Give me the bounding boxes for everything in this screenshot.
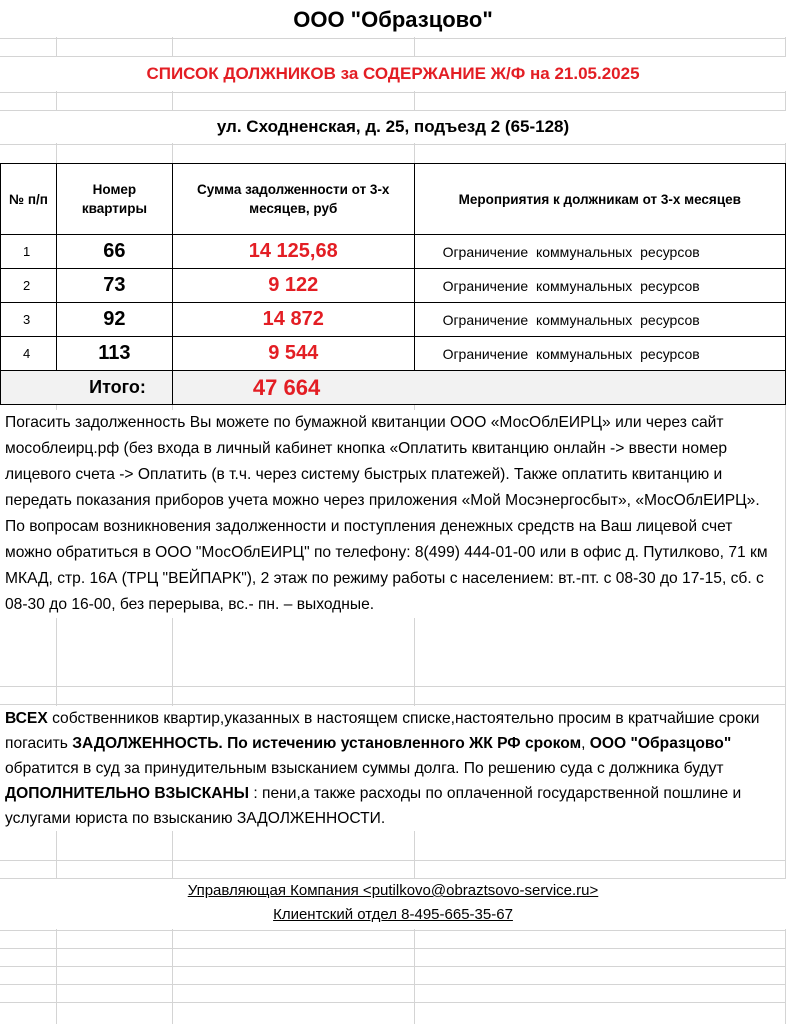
row-num: 1 [1,235,57,269]
table-row [1,235,786,269]
debtors-list-title: СПИСОК ДОЛЖНИКОВ за СОДЕРЖАНИЕ Ж/Ф на 21.05.2025 [146,64,640,83]
warning-text-2: , [581,735,590,752]
debtors-table [0,163,786,405]
management-company-link[interactable]: Управляющая Компания <putilkovo@obraztsovo-service.ru> [187,882,599,899]
debt-warning [5,706,780,831]
footer [0,879,786,927]
row-measure: Ограничение коммунальных ресурсов [414,303,785,337]
row-apartment: 113 [56,337,172,371]
header-num: № п/п [1,164,57,235]
address-title: ул. Сходненская, д. 25, подъезд 2 (65-128) [216,117,570,136]
row-apartment: 92 [56,303,172,337]
table-row [1,303,786,337]
contacts-paragraph: По вопросам возникновения задолженности и поступления денежных средств на Ваш лицевой счет можно обратиться в ООО "МосОблЕИРЦ" по телефону: 8(499) 444-01-00 или в офис д. Путилково, 71 км МКАД, стр. 16А (ТРЦ "ВЕЙПАРК"), 2 этаж по режиму работы с населением: вт.-пт. с 08-30 до 17-15, сб. с 08-30 до 16-00, без перерыва, вс.- пн. – выходные. [5,518,768,613]
total-value: 47 664 [172,371,785,405]
warning-bold-company: ООО "Образцово" [589,735,732,752]
client-department-phone[interactable]: Клиентский отдел 8-495-665-35-67 [273,906,513,923]
row-measure: Ограничение коммунальных ресурсов [414,235,785,269]
table-row [1,269,786,303]
row-measure: Ограничение коммунальных ресурсов [414,337,785,371]
warning-bold-extra: ДОПОЛНИТЕЛЬНО ВЗЫСКАНЫ [5,785,250,802]
warning-text-4: : пени,а также расходы по оплаченной государственной пошлине и услугами юриста по взысканию ЗАДОЛЖЕННОСТИ. [5,785,742,827]
row-debt: 14 872 [172,303,414,337]
row-debt: 9 122 [172,269,414,303]
total-label: Итого: [1,371,173,405]
row-num: 2 [1,269,57,303]
warning-bold-debt: ЗАДОЛЖЕННОСТЬ. По истечению установленного ЖК РФ сроком [72,735,582,752]
row-apartment: 73 [56,269,172,303]
warning-text-3: обратится в суд за принудительным взысканием суммы долга. По решению суда с должника будут [5,760,724,777]
table-row [1,337,786,371]
warning-text-1: собственников квартир,указанных в настоящем списке,настоятельно просим в кратчайшие сроки погасить [5,710,760,752]
table-header-row [1,164,786,235]
company-title: ООО "Образцово" [293,7,493,32]
row-num: 3 [1,303,57,337]
header-debt: Сумма задолженности от 3-х месяцев, руб [172,164,414,235]
row-debt: 9 544 [172,337,414,371]
warning-bold-all: ВСЕХ [5,710,48,727]
total-row [1,371,786,405]
row-apartment: 66 [56,235,172,269]
header-apartment: Номер квартиры [56,164,172,235]
payment-paragraph: Погасить задолженность Вы можете по бумажной квитанции ООО «МосОблЕИРЦ» или через сайт мособлеирц.рф (без входа в личный кабинет кнопка «Оплатить квитанцию онлайн -> ввести номер лицевого счета -> Оплатить (в т.ч. через систему быстрых платежей). Также оплатить квитанцию и передать показания приборов учета можно через приложения «Мой Мосэнергосбыт», «МосОблЕИРЦ». [5,414,760,509]
row-measure: Ограничение коммунальных ресурсов [414,269,785,303]
header-measures: Мероприятия к должникам от 3-х месяцев [414,164,785,235]
row-num: 4 [1,337,57,371]
row-debt: 14 125,68 [172,235,414,269]
payment-info [5,410,780,618]
